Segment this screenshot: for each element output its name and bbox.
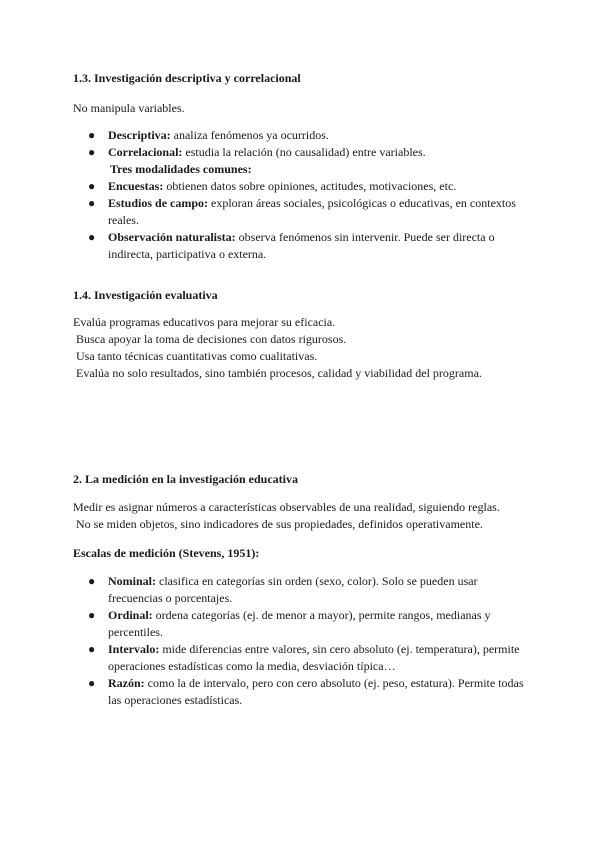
section-1-3-intro-block [73,100,533,117]
list-item [73,573,528,607]
list-item-term: Descriptiva: [108,128,171,142]
bullet-icon: ● [88,230,96,244]
bullet-icon: ● [88,676,96,690]
section-1-4-line: Usa tanto técnicas cuantitativas como cualitativas. [73,349,318,363]
scales-list-block [73,573,528,709]
list-item-text: observa fenómenos sin intervenir. Puede ser directa o indirecta, participativa o externa. [108,230,495,261]
section-1-4-body [73,314,533,382]
section-1-3-subheading: Tres modalidades comunes: [110,162,252,176]
section-1-4-line: Evalúa programas educativos para mejorar su eficacia. [73,315,336,329]
list-item-text: como la de intervalo, pero con cero absoluto (ej. peso, estatura). Permite todas las operaciones estadísticas. [108,676,524,707]
list-item [73,607,528,641]
list-item-text: clasifica en categorías sin orden (sexo, color). Solo se pueden usar frecuencias o porcentajes. [108,574,478,605]
list-item-term: Correlacional: [108,145,183,159]
list-item [73,675,528,709]
bullet-icon: ● [88,574,96,588]
list-item-term: Estudios de campo: [108,196,209,210]
list-item-term: Intervalo: [108,642,160,656]
list-item-text: ordena categorías (ej. de menor a mayor), permite rangos, medianas y percentiles. [108,608,491,639]
list-item-text: estudia la relación (no causalidad) entre variables. [182,145,426,159]
bullet-icon: ● [88,128,96,142]
list-item [73,178,533,195]
section-2-line: No se miden objetos, sino indicadores de sus propiedades, definidos operativamente. [73,517,483,531]
list-item-term: Nominal: [108,574,156,588]
list-item-term: Encuestas: [108,179,164,193]
list-item-term: Razón: [108,676,145,690]
list-item [73,641,528,675]
section-1-4-line: Busca apoyar la toma de decisiones con datos rigurosos. [73,332,347,346]
section-1-3-heading-block [73,70,533,87]
list-item-text: mide diferencias entre valores, sin cero absoluto (ej. temperatura), permite operaciones estadísticas como la media, desviación típica… [108,642,520,673]
section-1-3-heading: 1.3. Investigación descriptiva y correlacional [73,71,301,85]
section-2-line: Medir es asignar números a características observables de una realidad, siguiendo reglas. [73,500,500,514]
list-item-text: analiza fenómenos ya ocurridos. [170,128,329,142]
list-item [73,195,533,229]
list-item [73,144,533,161]
list-item-term: Observación naturalista: [108,230,236,244]
section-2-heading-block [73,471,533,488]
bullet-icon: ● [88,642,96,656]
scales-heading: Escalas de medición (Stevens, 1951): [73,546,260,560]
scales-heading-block [73,545,533,562]
section-1-4-heading-block [73,287,533,304]
section-1-3-list-block [73,127,533,263]
list-item [73,229,533,263]
section-1-3-intro: No manipula variables. [73,101,185,115]
list-item-text: exploran áreas sociales, psicológicas o educativas, en contextos reales. [108,196,516,227]
bullet-icon: ● [88,179,96,193]
bullet-icon: ● [88,608,96,622]
section-2-heading: 2. La medición en la investigación educativa [73,472,298,486]
scales-list [73,573,528,709]
list-item-text: obtienen datos sobre opiniones, actitudes, motivaciones, etc. [163,179,457,193]
section-1-3-list-2 [73,178,533,263]
section-1-4-line: Evalúa no solo resultados, sino también procesos, calidad y viabilidad del programa. [73,366,482,380]
list-item [73,127,533,144]
list-item-term: Ordinal: [108,608,153,622]
bullet-icon: ● [88,145,96,159]
section-1-4-heading: 1.4. Investigación evaluativa [73,288,218,302]
bullet-icon: ● [88,196,96,210]
section-2-body [73,499,533,533]
section-1-3-list [73,127,533,161]
